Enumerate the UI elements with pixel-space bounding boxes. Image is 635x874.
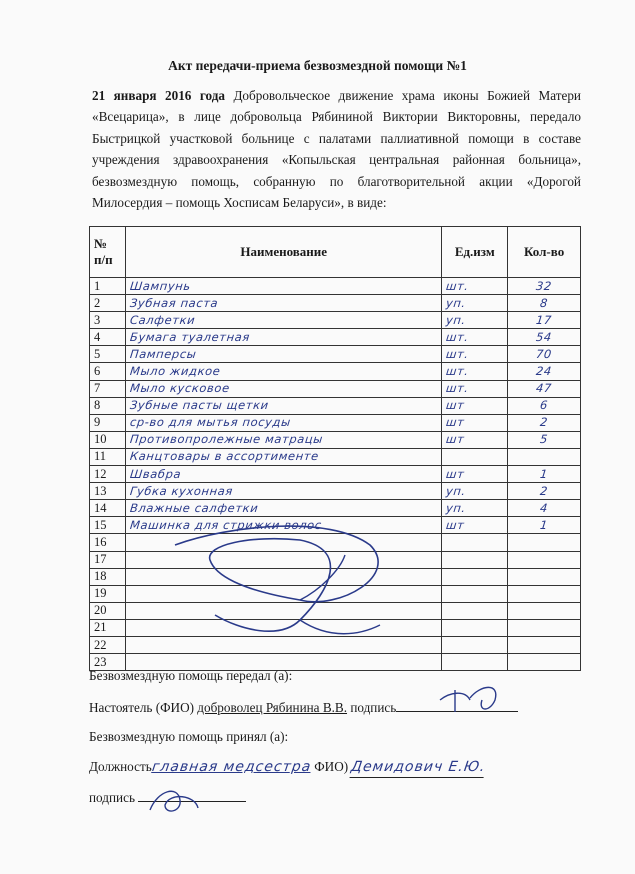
receiver-signature-blank [138, 787, 246, 802]
row-name [126, 431, 442, 448]
table-row [90, 312, 581, 329]
row-unit [442, 619, 508, 636]
table-row [90, 380, 581, 397]
row-num: 6 [90, 363, 126, 380]
row-qty-text: 70 [535, 346, 553, 361]
row-qty-text: 47 [535, 381, 553, 396]
table-row [90, 346, 581, 363]
row-qty [508, 585, 581, 602]
given-label: Безвозмездную помощь передал (а): [89, 668, 293, 683]
giver-signature-line [396, 697, 518, 712]
table-row [90, 431, 581, 448]
table-row [90, 483, 581, 500]
row-unit [442, 278, 508, 295]
received-label: Безвозмездную помощь принял (а): [89, 729, 289, 744]
table-body [90, 278, 581, 671]
row-name [126, 585, 442, 602]
row-unit-text: шт [445, 415, 466, 430]
row-name [126, 602, 442, 619]
row-num: 14 [90, 500, 126, 517]
table-row [90, 585, 581, 602]
row-name [126, 414, 442, 431]
row-qty [508, 500, 581, 517]
row-qty [508, 346, 581, 363]
fio-value: Демидович Е.Ю. [350, 757, 487, 778]
table-row [90, 295, 581, 312]
row-qty-text: 1 [539, 517, 549, 532]
row-name-text: Шампунь [129, 278, 192, 293]
table-row [90, 636, 581, 653]
intro-text: Добровольческое движение храма иконы Божией Матери «Всецарица», в лице добровольца Рябининой Виктории Викторовны, передало Быстрицкой участковой больнице с палатами паллиативной помощи в составе учреждения здравоохранения «Копыльская центральная районная больница», безвозмездную помощь, собранную по благотворительной акции «Дорогой Милосердия – помощь Хосписам Беларуси», в виде: [92, 88, 581, 211]
row-unit [442, 636, 508, 653]
table-row [90, 363, 581, 380]
row-name-text: Мыло кусковое [129, 381, 231, 396]
row-qty-text: 2 [539, 483, 549, 498]
row-qty [508, 295, 581, 312]
row-num: 12 [90, 466, 126, 483]
row-num: 10 [90, 431, 126, 448]
row-qty [508, 363, 581, 380]
table-row [90, 414, 581, 431]
row-unit [442, 448, 508, 465]
row-qty-text: 1 [539, 466, 549, 481]
row-qty [508, 568, 581, 585]
row-name-text: Зубная паста [129, 295, 220, 310]
table-row [90, 448, 581, 465]
row-name [126, 380, 442, 397]
position-label: Должность [89, 759, 152, 774]
row-unit [442, 500, 508, 517]
row-name [126, 500, 442, 517]
giver-line [89, 697, 518, 718]
intro-date: 21 января 2016 года [92, 88, 225, 103]
row-name-text: Машинка для стрижки волос [129, 517, 323, 532]
row-num: 18 [90, 568, 126, 585]
row-unit [442, 654, 508, 671]
row-unit-text: шт [445, 517, 466, 532]
row-name-text: Мыло жидкое [129, 364, 222, 379]
row-qty [508, 551, 581, 568]
row-unit-text: шт. [445, 346, 470, 361]
row-num: 16 [90, 534, 126, 551]
row-name [126, 448, 442, 465]
row-qty [508, 654, 581, 671]
row-qty-text: 5 [539, 432, 549, 447]
row-name [126, 278, 442, 295]
row-unit [442, 329, 508, 346]
row-unit-text: шт [445, 432, 466, 447]
row-num: 5 [90, 346, 126, 363]
row-name [126, 568, 442, 585]
signature-label: подпись [350, 700, 397, 715]
row-unit [442, 466, 508, 483]
row-unit-text: шт [445, 466, 466, 481]
table-row [90, 466, 581, 483]
row-name [126, 466, 442, 483]
row-qty [508, 278, 581, 295]
row-qty [508, 636, 581, 653]
header-qty: Кол-во [508, 227, 581, 278]
row-unit-text: шт. [445, 381, 470, 396]
row-name-text: Бумага туалетная [129, 329, 251, 344]
row-qty [508, 534, 581, 551]
row-unit [442, 312, 508, 329]
row-num: 15 [90, 517, 126, 534]
row-name [126, 312, 442, 329]
signature2-label: подпись [89, 790, 135, 805]
row-unit [442, 585, 508, 602]
row-unit [442, 534, 508, 551]
fio-label: ФИО) [314, 759, 349, 774]
row-qty-text: 4 [539, 500, 549, 515]
row-name [126, 346, 442, 363]
header-unit: Ед.изм [442, 227, 508, 278]
row-num: 9 [90, 414, 126, 431]
table-row [90, 619, 581, 636]
row-num: 2 [90, 295, 126, 312]
row-unit [442, 551, 508, 568]
row-qty [508, 312, 581, 329]
row-num: 22 [90, 636, 126, 653]
row-unit [442, 431, 508, 448]
row-unit-text: шт [445, 398, 466, 413]
row-unit-text: шт. [445, 329, 470, 344]
row-num: 3 [90, 312, 126, 329]
row-qty [508, 619, 581, 636]
table-row [90, 551, 581, 568]
row-unit [442, 517, 508, 534]
row-num: 17 [90, 551, 126, 568]
row-unit [442, 397, 508, 414]
row-unit [442, 483, 508, 500]
row-qty-text: 54 [535, 329, 553, 344]
row-name [126, 483, 442, 500]
row-num: 20 [90, 602, 126, 619]
row-name [126, 534, 442, 551]
row-name [126, 551, 442, 568]
row-name [126, 636, 442, 653]
row-name [126, 619, 442, 636]
row-qty-text: 17 [535, 312, 553, 327]
row-qty-text: 8 [539, 295, 549, 310]
rector-name: доброволец Рябинина В.В. [197, 700, 348, 715]
row-qty-text: 32 [535, 278, 553, 293]
items-table [89, 226, 581, 671]
row-num: 13 [90, 483, 126, 500]
table-row [90, 602, 581, 619]
row-name-text: Зубные пасты щетки [129, 398, 270, 413]
document-title: Акт передачи-приема безвозмездной помощи №1 [168, 58, 467, 73]
table-row [90, 329, 581, 346]
intro-paragraph [92, 85, 581, 213]
row-unit-text: шт. [445, 278, 470, 293]
row-num: 8 [90, 397, 126, 414]
row-qty [508, 329, 581, 346]
row-num: 19 [90, 585, 126, 602]
position-value: главная медсестра [150, 759, 313, 775]
row-name-text: ср-во для мытья посуды [129, 415, 292, 430]
row-name [126, 363, 442, 380]
row-qty [508, 431, 581, 448]
table-row [90, 568, 581, 585]
table-row [90, 278, 581, 295]
row-name [126, 295, 442, 312]
row-name [126, 397, 442, 414]
header-name: Наименование [126, 227, 442, 278]
row-unit-text: уп. [445, 312, 467, 327]
row-unit-text: шт. [445, 364, 470, 379]
row-name-text: Губка кухонная [129, 483, 234, 498]
row-unit [442, 346, 508, 363]
row-qty [508, 602, 581, 619]
row-qty-text: 2 [539, 415, 549, 430]
row-num: 7 [90, 380, 126, 397]
row-name-text: Швабра [129, 466, 183, 481]
row-unit [442, 380, 508, 397]
row-qty-text: 6 [539, 398, 549, 413]
row-num: 11 [90, 448, 126, 465]
row-num: 21 [90, 619, 126, 636]
row-unit [442, 414, 508, 431]
table-header-row [90, 227, 581, 278]
row-name-text: Противопролежные матрацы [129, 432, 324, 447]
row-name-text: Памперсы [129, 346, 198, 361]
row-unit [442, 568, 508, 585]
row-unit [442, 363, 508, 380]
row-name-text: Влажные салфетки [129, 500, 260, 515]
row-name [126, 517, 442, 534]
header-num: № п/п [90, 227, 126, 278]
row-qty-text: 24 [535, 364, 553, 379]
row-num: 23 [90, 654, 126, 671]
row-qty [508, 483, 581, 500]
row-num: 4 [90, 329, 126, 346]
row-unit [442, 295, 508, 312]
row-qty [508, 397, 581, 414]
row-qty [508, 466, 581, 483]
table-row [90, 500, 581, 517]
row-unit-text: уп. [445, 500, 467, 515]
row-num: 1 [90, 278, 126, 295]
row-name-text: Салфетки [129, 312, 197, 327]
table-row [90, 397, 581, 414]
row-qty [508, 448, 581, 465]
row-qty [508, 517, 581, 534]
row-unit [442, 602, 508, 619]
row-name [126, 329, 442, 346]
row-unit-text: уп. [445, 483, 467, 498]
rector-label: Настоятель (ФИО) [89, 700, 194, 715]
table-row [90, 534, 581, 551]
row-name-text: Канцтовары в ассортименте [129, 449, 320, 464]
row-qty [508, 380, 581, 397]
row-qty [508, 414, 581, 431]
receiver-signature-line [89, 787, 246, 808]
row-unit-text: уп. [445, 295, 467, 310]
receiver-line [89, 757, 486, 778]
table-row [90, 517, 581, 534]
